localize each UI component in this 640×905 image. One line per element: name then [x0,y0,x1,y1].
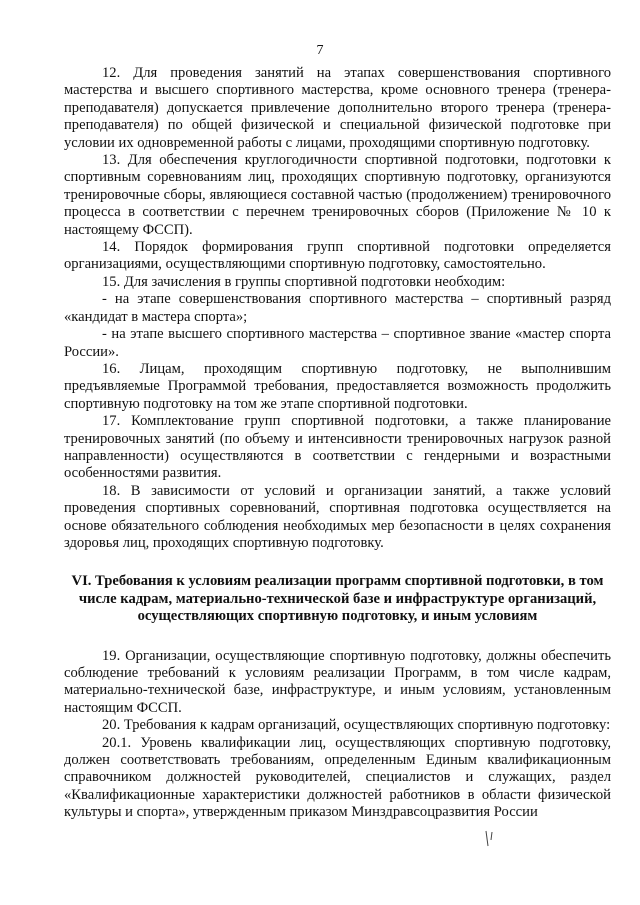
list-item-csm: - на этапе совершенствования спортивного мастерства – спортивный разряд «кандидат в мастера спорта»; [64,291,611,325]
pen-mark-icon [483,830,497,848]
section-heading: VI. Требования к условиям реализации программ спортивной подготовки, в том числе кадрам, материально-технической базе и инфраструктуре организаций, осуществляющих спортивную подготовку, и иным условиям [71,573,604,625]
paragraph-17: 17. Комплектование групп спортивной подготовки, а также планирование тренировочных занятий (по объему и интенсивности тренировочных нагрузок разной направленности) осуществляются в соответствии с гендерными и возрастными особенностями развития. [64,413,611,482]
list-item-hsm: - на этапе высшего спортивного мастерства – спортивное звание «мастер спорта России». [64,326,611,360]
paragraph-15: 15. Для зачисления в группы спортивной подготовки необходим: [102,273,506,290]
paragraph-20: 20. Требования к кадрам организаций, осуществляющих спортивную подготовку: [102,717,611,734]
page-number: 7 [316,43,324,58]
paragraph-13: 13. Для обеспечения круглогодичности спортивной подготовки, подготовки к спортивным соревнованиям лиц, проходящих спортивную подготовку, организуются тренировочные сборы, являющиеся составной частью (продолжением) тренировочного процесса в соответствии с перечнем тренировочных сборов (Приложение № 10 к настоящему ФССП). [64,152,611,238]
paragraph-19: 19. Организации, осуществляющие спортивную подготовку, должны обеспечить соблюдение требований к условиям реализации Программ, в том числе кадрам, материально-технической базе, инфраструктуре, и иным условиям, установленным настоящим ФССП. [64,647,611,716]
document-body [64,65,611,822]
paragraph-18: 18. В зависимости от условий и организации занятий, а также условий проведения спортивных соревнований, спортивная подготовка осуществляется на основе обязательного соблюдения необходимых мер безопасности в целях сохранения здоровья лиц, проходящих спортивную подготовку. [64,482,611,551]
paragraph-16: 16. Лицам, проходящим спортивную подготовку, не выполнившим предъявляемые Программой требования, предоставляется возможность продолжить спортивную подготовку на том же этапе спортивной подготовки. [64,360,611,412]
paragraph-12: 12. Для проведения занятий на этапах совершенствования спортивного мастерства и высшего спортивного мастерства, кроме основного тренера (тренера-преподавателя) допускается привлечение дополнительно второго тренера (тренера-преподавателя) по общей физической и специальной физической подготовке при условии их одновременной работы с лицами, проходящими спортивную подготовку. [64,65,611,151]
paragraph-20-1: 20.1. Уровень квалификации лиц, осуществляющих спортивную подготовку, должен соответствовать требованиям, определенным Единым квалификационным справочником должностей руководителей, специалистов и служащих, раздел «Квалификационные характеристики должностей работников в области физической культуры и спорта», утвержденным приказом Минздравсоцразвития России [64,734,611,821]
paragraph-14: 14. Порядок формирования групп спортивной подготовки определяется организациями, осуществляющими спортивную подготовку, самостоятельно. [64,239,611,273]
